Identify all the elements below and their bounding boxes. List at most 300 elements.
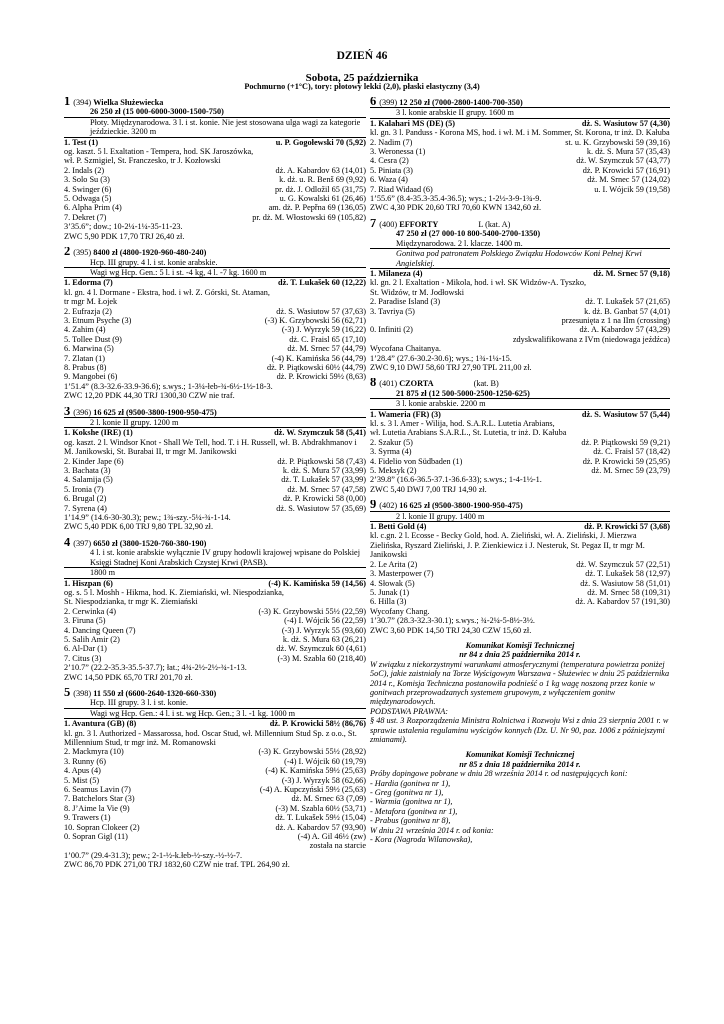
race-block <box>64 97 366 241</box>
jockey-info: dż. W. Szymczuk 57 (22,51) <box>576 559 670 569</box>
race-detail: 2’10.7” (22.2-35.3-35.5-37.7); łat.; 4¾-2½-2½-¾-1-13. <box>64 663 247 673</box>
communique-text: - Hardia (gonitwa nr 1), <box>370 778 451 788</box>
race-heading <box>370 219 670 229</box>
jockey-info: dż. M. Srnec 63 (7,09) <box>291 794 366 804</box>
race-detail: Hcp. III grupy. 3 l. i st. konie. <box>90 698 188 708</box>
horse-name: 3. Masterpower (7) <box>370 569 434 579</box>
horse-name: 8. Prabus (8) <box>64 362 107 372</box>
race-id: (395) <box>73 248 92 258</box>
communique-text: - Kora (Nagroda Wilanowska), <box>370 835 473 845</box>
jockey-info: dż. T. Lukašek 57 (33,99) <box>281 475 366 485</box>
jockey-info: dż. S. Wasiutow 58 (51,01) <box>580 578 670 588</box>
jockey-info: (-3) K. Grzybowski 55½ (22,59) <box>258 606 366 616</box>
race-detail: kl. gn. 3 l. Authorized - Massarossa, hod. Oscar Stud, wł. Millennium Stud Sp. z o.o., St. Millennium Stud, tr mgr inż. M. Romanowski <box>64 728 357 747</box>
jockey-info: k. dż. B. Ganbat 57 (4,01) <box>584 306 670 316</box>
race-detail: 4 l. i st. konie arabskie wyłącznie IV grupy hodowli krajowej wpisane do Polskiej Księgi Stadnej Koni Arabskich Czystej Krwi (PASB). <box>90 548 360 567</box>
race-number: 8 <box>370 378 377 389</box>
result-row <box>64 325 366 334</box>
result-row <box>64 607 366 616</box>
jockey-info: dż. P. Piątkowski 58 (7,43) <box>277 456 366 466</box>
horse-name: 2. Szakur (5) <box>370 437 413 447</box>
result-row <box>370 410 670 419</box>
race-number: 4 <box>64 537 71 549</box>
race-detail: kl. gn. 4 l. Dormane - Ekstra, hod. i wł. Z. Górski, St. Ataman, <box>64 287 270 297</box>
result-row <box>370 307 670 316</box>
result-row <box>64 776 366 785</box>
communique-number: nr 84 z dnia 25 października 2014 r. <box>459 650 581 660</box>
jockey-info: dż. C. Fraisl 65 (17,10) <box>289 334 366 344</box>
race-detail: ZWC 5,90 PDK 17,70 TRJ 26,40 zł. <box>64 231 185 241</box>
result-row <box>64 644 366 653</box>
race-detail: 1800 m <box>64 567 366 578</box>
race-detail: Gonitwa pod patronatem Polskiego Związku Hodowców Koni Pełnej Krwi Angielskiej. <box>370 248 670 269</box>
result-row <box>64 372 366 381</box>
horse-name: 1. Betti Gold (4) <box>370 522 427 532</box>
result-row <box>64 504 366 513</box>
race-name: 12 250 zł (7000-2800-1400-700-350) <box>399 98 523 107</box>
result-row <box>64 344 366 353</box>
communique-text: - Greg (gonitwa nr 1), <box>370 788 444 798</box>
jockey-info: dż. M. Srnec 58 (109,31) <box>587 587 670 597</box>
jockey-info: dż. P. Piątkowski 59 (9,21) <box>581 437 670 447</box>
race-detail: Wycofany Chang. <box>370 606 430 616</box>
result-row <box>370 185 670 194</box>
jockey-info: st. u. K. Grzybowski 59 (39,16) <box>565 137 670 147</box>
horse-name: 7. Syrena (4) <box>64 503 107 513</box>
race-detail: 2’39.8” (16.6-36.5-37.1-36.6-33); s.wys.; 1-4-1½-1. <box>370 475 542 485</box>
result-row <box>370 579 670 588</box>
race-name: CZORTA <box>399 379 434 389</box>
jockey-info: zdyskwalifikowana z IVm (niedowaga jeźdźca) <box>512 334 670 344</box>
race-block <box>370 219 670 373</box>
horse-name: 7. Citus (3) <box>64 653 102 663</box>
result-row <box>64 203 366 212</box>
horse-name: 1. Avantura (GB) (8) <box>64 719 137 729</box>
race-detail: Wagi wg Hcp. Gen.: 5 l. i st. -4 kg, 4 l. -7 kg. 1600 m <box>64 267 366 278</box>
horse-name: 5. Junak (1) <box>370 587 410 597</box>
result-row <box>370 466 670 475</box>
race-detail: ZWC 9,10 DWJ 58,60 TRJ 27,90 TPL 211,00 zł. <box>370 362 532 372</box>
communique-number: nr 85 z dnia 18 października 2014 r. <box>459 759 581 769</box>
race-name: 11 550 zł (6600-2640-1320-660-330) <box>93 688 217 698</box>
result-row <box>370 569 670 578</box>
communique-text: W dniu 21 września 2014 r. od konia: <box>370 825 494 835</box>
race-number: 1 <box>64 97 71 108</box>
horse-name: 1. Hiszpan (6) <box>64 578 113 588</box>
jockey-info: u. G. Kowalski 61 (26,46) <box>279 194 366 204</box>
result-row <box>64 654 366 663</box>
horse-name: 5. Salih Amir (2) <box>64 634 120 644</box>
jockey-info: dż. T. Lukašek 60 (12,22) <box>278 278 366 288</box>
race-detail: Płoty. Międzynarodowa. 3 l. i st. konie. Nie jest stosowana ulga wagi za kategorie jeździeckie. 3200 m <box>64 117 366 138</box>
race-detail: og. kaszt. 2 l. Windsor Knot - Shall We Tell, hod. T. i H. Russell, wł. B. Abdrakhmanov i M. Janikowski, St. Burabai II, tr mgr M. Janikowski <box>64 437 357 457</box>
result-row <box>370 457 670 466</box>
jockey-info: dż. M. Srnec 57 (9,18) <box>593 268 670 278</box>
day-heading: DZIEŃ 46 <box>336 50 388 62</box>
result-row <box>64 485 366 494</box>
race-block <box>370 97 670 213</box>
jockey-info: dż. W. Szymczuk 58 (5,41) <box>274 428 366 438</box>
result-row <box>64 354 366 363</box>
jockey-info: dż. P. Krowicki 58½ (86,76) <box>269 719 366 729</box>
jockey-info: dż. A. Kabardov 57 (93,90) <box>275 822 366 832</box>
communique-text: Próby dopingowe pobrane w dniu 28 września 2014 r. od następujących koni: <box>370 769 628 779</box>
result-row <box>370 156 670 165</box>
race-number: 6 <box>370 97 377 108</box>
race-detail: og. s. 5 l. Moshh - Hikma, hod. K. Ziemiański, wł. Niespodzianka, <box>64 587 284 597</box>
race-id: (400) <box>379 219 398 229</box>
race-id: (398) <box>73 688 92 698</box>
race-number: 3 <box>64 406 71 417</box>
race-detail: 26 250 zł (15 000-6000-3000-1500-750) <box>90 107 224 117</box>
horse-name: 3. Solo Su (3) <box>64 175 110 185</box>
result-row <box>370 438 670 447</box>
result-row <box>64 194 366 203</box>
jockey-info: (-3) M. Szabla 60½ (53,71) <box>275 803 366 813</box>
result-row <box>64 175 366 184</box>
result-row <box>64 316 366 325</box>
race-heading <box>64 688 366 698</box>
race-detail: kl. gn. 3 l. Panduss - Korona MS, hod. i wł. M. i M. Sommer, St. Korona, tr inż. D. Kałuba <box>370 128 670 138</box>
result-row <box>64 166 366 175</box>
race-heading <box>370 378 670 388</box>
horse-name: 2. Eufrazja (2) <box>64 306 112 316</box>
communique-title: Komunikat Komisji Technicznej <box>465 640 575 650</box>
jockey-info: dż. S. Wasiutow 57 (4,30) <box>581 118 670 128</box>
race-detail: kl. s. 3 l. Amer - Wilija, hod. S.A.R.L. Lutetia Arabians, <box>370 419 555 428</box>
race-id: (394) <box>73 98 92 107</box>
horse-name: 1. Test (1) <box>64 137 99 147</box>
jockey-info: (-4) A. Gil 46½ (zw) <box>297 832 366 842</box>
horse-name: 2. Kinder Jape (6) <box>64 456 124 466</box>
result-row <box>64 494 366 503</box>
race-number: 7 <box>370 218 377 230</box>
horse-name: 2. Nadim (7) <box>370 137 413 147</box>
result-row <box>64 213 366 222</box>
jockey-info: dż. P. Krowicki 57 (3,68) <box>584 522 670 532</box>
jockey-info: została na starcie <box>309 841 366 851</box>
horse-name: 1. Wameria (FR) (3) <box>370 409 441 419</box>
horse-name: 1. Milaneza (4) <box>370 268 423 278</box>
horse-name: 1. Kokshe (IRE) (1) <box>64 428 133 438</box>
race-detail: Hcp. III grupy. 4 l. i st. konie arabskie. <box>90 257 218 267</box>
race-heading <box>370 500 670 510</box>
horse-name: 2. Paradise Island (3) <box>370 297 441 307</box>
race-name: 16 625 zł (9500-3800-1900-950-475) <box>93 407 217 417</box>
jockey-info: k. dż. u. R. Benš 69 (9,92) <box>279 175 366 185</box>
result-row <box>64 841 366 850</box>
jockey-info: (-3) M. Szabla 60 (218,40) <box>277 653 366 663</box>
race-block <box>64 407 366 532</box>
race-detail: 1’14.9” (14.6-30-30.3); pew.; 1¾-szy.-5¼-¾-1-14. <box>64 513 231 523</box>
communique-text: - Metafora (gonitwa nr 1), <box>370 806 458 816</box>
result-row <box>64 747 366 756</box>
jockey-info: dż. S. Wasiutow 57 (37,63) <box>276 306 366 316</box>
communique-text: - Prabus (gonitwa nr 8), <box>370 816 451 826</box>
race-id: (396) <box>73 407 92 417</box>
result-row <box>64 466 366 475</box>
horse-name: 6. Al-Dar (1) <box>64 644 107 654</box>
horse-name: 3. Runny (6) <box>64 756 106 766</box>
jockey-info: dż. W. Szymczuk 57 (43,77) <box>576 156 670 166</box>
race-detail: ZWC 12,20 PDK 44,30 TRJ 1300,30 CZW nie traf. <box>64 391 235 401</box>
jockey-info: dż. P. Krowicki 57 (16,91) <box>582 165 670 175</box>
race-name: 8400 zł (4800-1920-960-480-240) <box>93 248 207 258</box>
jockey-info: k. dż. S. Mura 63 (26,21) <box>282 634 366 644</box>
left-column <box>64 97 366 876</box>
horse-name: 10. Sopran Clokeer (2) <box>64 822 140 832</box>
result-row <box>370 597 670 606</box>
horse-name: 7. Batchelors Star (3) <box>64 794 135 804</box>
result-row <box>64 475 366 484</box>
jockey-info: dż. S. Wasiutow 57 (35,69) <box>276 503 366 513</box>
result-row <box>370 119 670 128</box>
race-detail: kl. gn. 2 l. Exaltation - Mikola, hod. i wł. SK Widzów-A. Tyszko, <box>370 278 587 288</box>
horse-name: 2. Le Arita (2) <box>370 559 418 569</box>
result-row <box>64 278 366 287</box>
jockey-info: (-3) J. Wyrzyk 58 (62,66) <box>281 775 366 785</box>
jockey-info: u. I. Wójcik 59 (19,58) <box>594 184 670 194</box>
horse-name: 7. Zlatan (1) <box>64 353 106 363</box>
result-row <box>370 269 670 278</box>
race-detail: ZWC 14,50 PDK 65,70 TRJ 201,70 zł. <box>64 672 193 682</box>
horse-name: 3. Firuna (5) <box>64 616 106 626</box>
horse-name: 3. Tavriya (5) <box>370 306 415 316</box>
race-detail: 1’28.4” (27.6-30.2-30.6); wys.; 1¾-1¼-15. <box>370 353 512 363</box>
race-id: (399) <box>379 98 398 107</box>
jockey-info: (-3) J. Wyrzyk 59 (16,22) <box>281 325 366 335</box>
horse-name: 6. Marwina (5) <box>64 344 114 354</box>
race-block <box>370 378 670 494</box>
race-detail: 21 875 zł (12 500-5000-2500-1250-625) <box>396 388 530 398</box>
communique-text: W związku z niekorzystnymi warunkami atmosferycznymi (temperatura powietrza poniżej 5oC), jakie zaistniały na Torze Wyścigowym Warszawa - Służewiec w dniu 25 października 2014 r., Komisja Techniczna postanowiła podnieść o 1 kg wagę noszoną przez konie w gonitwach przeprowadzanych systemem grupowym, z wyłączeniem gonitw międzynarodowych. <box>370 659 670 707</box>
race-detail: Wycofana Chaitanya. <box>370 344 441 354</box>
race-detail: 1’55.6” (8.4-35.3-35.4-36.5); wys.; 1-2½-3-9-1¾-9. <box>370 194 542 204</box>
result-row <box>64 616 366 625</box>
race-detail: 1’30.7” (28.3-32.3-30.1); s.wys.; ¾-2¼-5-8½-3½. <box>370 616 535 626</box>
horse-name: 6. Alpha Prim (4) <box>64 203 122 213</box>
horse-name: 4. Fidelio von Südbaden (1) <box>370 456 463 466</box>
horse-name: 4. Swinger (6) <box>64 184 112 194</box>
horse-name: 5. Piniata (3) <box>370 165 413 175</box>
jockey-info: przesunięta z 1 na IIm (crossing) <box>561 315 670 325</box>
race-detail: 1’00.7” (29.4-31.3); pew.; 2-1-½-k.łeb-½-szy.-½-½-7. <box>64 850 243 860</box>
result-row <box>64 457 366 466</box>
right-column <box>370 97 670 844</box>
result-row <box>64 363 366 372</box>
horse-name: 8. J’Aime la Vie (9) <box>64 803 130 813</box>
jockey-info: dż. A. Kabardov 57 (43,29) <box>579 325 670 335</box>
communique <box>370 641 670 744</box>
jockey-info: dż. C. Fraisl 57 (18,42) <box>593 447 670 457</box>
jockey-info: dż. M. Srnec 57 (44,79) <box>287 344 366 354</box>
jockey-info: (-3) J. Wyrzyk 55 (93,60) <box>281 625 366 635</box>
jockey-info: dż. P. Krowicki 59½ (8,63) <box>276 372 366 382</box>
jockey-info: dż. W. Szymczuk 60 (4,61) <box>276 644 366 654</box>
result-row <box>370 297 670 306</box>
result-row <box>370 335 670 344</box>
horse-name: 1. Kalahari MS (DE) (5) <box>370 118 456 128</box>
race-number: 2 <box>64 247 71 258</box>
horse-name: 3. Bachata (3) <box>64 466 111 476</box>
race-name: 16 625 zł (9500-3800-1900-950-475) <box>399 501 523 511</box>
race-category: (kat. B) <box>473 379 499 389</box>
horse-name: 7. Riad Widaad (6) <box>370 184 433 194</box>
track-conditions: Pochmurno (+1°C), tory: płotowy lekki (2,0), płaski elastyczny (3,4) <box>244 82 480 91</box>
jockey-info: dż. M. Srnec 57 (47,58) <box>287 484 366 494</box>
result-row <box>64 138 366 147</box>
race-heading <box>64 407 366 417</box>
horse-name: 7. Dekret (7) <box>64 212 107 222</box>
jockey-info: u. P. Gogołewski 70 (5,92) <box>275 137 366 147</box>
race-detail: og. kaszt. 5 l. Exaltation - Tempera, hod. SK Jaroszówka, <box>64 147 254 157</box>
result-row <box>64 579 366 588</box>
horse-name: 4. Cesra (2) <box>370 156 409 166</box>
communique <box>370 750 670 844</box>
jockey-info: dż. P. Piątkowski 60½ (44,79) <box>267 362 366 372</box>
jockey-info: (-4) A. Kupczyński 59½ (25,63) <box>259 785 366 795</box>
horse-name: 1. Edorma (7) <box>64 278 113 288</box>
race-block <box>64 688 366 870</box>
result-row <box>370 325 670 334</box>
race-detail: 1’51.4” (8.3-32.6-33.9-36.6); s.wys.; 1-3¼-łeb-¾-6½-1½-18-3. <box>64 381 273 391</box>
race-detail: ZWC 4,30 PDK 20,60 TRJ 70,60 KWN 1342,60 zł. <box>370 203 542 213</box>
jockey-info: dż. M. Srnec 59 (23,79) <box>591 466 670 476</box>
jockey-info: dż. P. Krowicki 59 (25,95) <box>582 456 670 466</box>
horse-name: 3. Weronessa (1) <box>370 147 426 157</box>
horse-name: 6. Waza (4) <box>370 175 408 185</box>
race-heading <box>64 97 366 107</box>
result-row <box>370 447 670 456</box>
race-number: 9 <box>370 500 377 511</box>
jockey-info: (-4) K. Kamińska 56 (44,79) <box>271 353 366 363</box>
race-name: EFFORTY <box>399 219 439 229</box>
horse-name: 2. Indals (2) <box>64 165 105 175</box>
result-row <box>64 428 366 437</box>
jockey-info: (-4) I. Wójcik 60 (19,79) <box>284 756 366 766</box>
jockey-info: dż. S. Wasiutow 57 (5,44) <box>581 409 670 419</box>
horse-name: 5. Mist (5) <box>64 775 100 785</box>
jockey-info: dż. T. Lukašek 59½ (15,04) <box>275 813 366 823</box>
result-row <box>64 813 366 822</box>
horse-name: 6. Seamus Lavin (7) <box>64 785 131 795</box>
race-detail: ZWC 86,70 PDK 271,00 TRJ 1832,60 CZW nie traf. TPL 264,90 zł. <box>64 860 290 870</box>
jockey-info: dż. T. Lukašek 57 (21,65) <box>585 297 670 307</box>
jockey-info: dż. M. Srnec 57 (124,02) <box>587 175 670 185</box>
race-detail: wł. P. Szmigiel, St. Franczesko, tr J. Kozłowski <box>64 156 221 166</box>
communique-title: Komunikat Komisji Technicznej <box>465 750 575 760</box>
communique-text: - Warmia (gonitwa nr 1), <box>370 797 453 807</box>
result-row <box>370 316 670 325</box>
horse-name: 6. Hilla (3) <box>370 597 407 607</box>
result-row <box>370 166 670 175</box>
horse-name: 4. Zahim (4) <box>64 325 106 335</box>
race-name: 6650 zł (3800-1520-760-380-190) <box>93 538 207 548</box>
horse-name: 4. Salamija (5) <box>64 475 113 485</box>
race-id: (402) <box>379 501 398 511</box>
horse-name: 5. Tollee Dust (9) <box>64 334 122 344</box>
race-detail: kl. c.gn. 2 l. Ecosse - Becky Gold, hod. A. Zieliński, wł. A. Zieliński, J. Mierzwa Zielińska, Ryszard Zieliński, J. P. Zienkiewicz i J. Nesteruk, St. Pegaz II, tr mgr M. Janikowski <box>370 531 645 560</box>
result-row <box>64 719 366 728</box>
jockey-info: pr. dż. M. Włostowski 69 (105,82) <box>252 212 366 222</box>
race-detail: ZWC 5,40 DWJ 7,00 TRJ 14,90 zł. <box>370 484 487 494</box>
jockey-info: dż. A. Kabardov 63 (14,01) <box>275 165 366 175</box>
horse-name: 4. Apus (4) <box>64 766 101 776</box>
result-row <box>370 138 670 147</box>
date-heading: Sobota, 25 października <box>305 72 419 84</box>
jockey-info: k. dż. S. Mura 57 (35,43) <box>586 147 670 157</box>
horse-name: 5. Meksyk (2) <box>370 466 417 476</box>
jockey-info: (-3) K. Grzybowski 56 (62,71) <box>264 315 366 325</box>
horse-name: 2. Mackmyra (10) <box>64 747 124 757</box>
race-id: (401) <box>379 379 398 389</box>
result-row <box>64 307 366 316</box>
result-row <box>370 175 670 184</box>
result-row <box>64 794 366 803</box>
result-row <box>64 185 366 194</box>
race-detail: 2 l. konie II grupy. 1400 m <box>370 511 670 522</box>
horse-name: 4. Słowak (5) <box>370 578 415 588</box>
horse-name: 9. Trawers (1) <box>64 813 111 823</box>
result-row <box>64 804 366 813</box>
result-row <box>64 823 366 832</box>
jockey-info: (-4) I. Wójcik 56 (22,59) <box>284 616 366 626</box>
race-detail: St. Widzów, tr M. Jodłowski <box>370 287 465 297</box>
jockey-info: dż. T. Lukašek 58 (12,97) <box>585 569 670 579</box>
horse-name: 5. Odwaga (5) <box>64 194 112 204</box>
result-row <box>64 626 366 635</box>
race-detail: ZWC 5,40 PDK 6,00 TRJ 9,80 TPL 32,90 zł. <box>64 522 214 532</box>
race-detail: 2 l. konie II grupy. 1200 m <box>64 417 366 428</box>
race-detail: Międzynarodowa. 2 l. klacze. 1400 m. <box>396 238 523 248</box>
communique-text: § 48 ust. 3 Rozporządzenia Ministra Rolnictwa i Rozwoju Wsi z dnia 23 sierpnia 2001 r. w sprawie ustalenia regulaminu wyścigów konnych (Dz. U. Nr 90, poz. 1006 z późniejszymi zmianami). <box>370 716 669 744</box>
race-name: Wielka Służewiecka <box>93 98 164 107</box>
jockey-info: (-3) K. Grzybowski 55½ (28,92) <box>258 747 366 757</box>
race-block <box>370 500 670 635</box>
race-detail: 3’35.6”; dow.; 10-2¼-1¼-35-11-23. <box>64 222 183 232</box>
result-row <box>64 757 366 766</box>
jockey-info: dż. A. Kabardov 57 (191,30) <box>575 597 670 607</box>
horse-name: 2. Cerwinka (4) <box>64 606 117 616</box>
race-detail: 47 250 zł (27 000-10 800-5400-2700-1350) <box>396 229 541 239</box>
horse-name: 9. Mangobei (6) <box>64 372 118 382</box>
result-row <box>64 766 366 775</box>
horse-name: 5. Ironia (7) <box>64 484 104 494</box>
race-detail: wł. Lutetia Arabians S.A.R.L., St. Lutetia, tr inż. D. Kałuba <box>370 428 567 438</box>
communique-text: PODSTAWA PRAWNA: <box>370 706 449 716</box>
jockey-info: (-4) K. Kamińska 59 (14,56) <box>268 578 366 588</box>
race-detail: Wagi wg Hcp. Gen.: 4 l. i st. wg Hcp. Gen.; 3 l. -1 kg. 1000 m <box>64 708 366 719</box>
horse-name: 0. Sopran Gigl (11) <box>64 832 128 842</box>
result-row <box>64 335 366 344</box>
horse-name: 4. Dancing Queen (7) <box>64 625 136 635</box>
result-row <box>64 832 366 841</box>
result-row <box>370 147 670 156</box>
jockey-info: k. dż. S. Mura 57 (33,99) <box>282 466 366 476</box>
race-detail: tr mgr M. Łojek <box>64 297 118 307</box>
result-row <box>64 635 366 644</box>
horse-name: 0. Infiniti (2) <box>370 325 413 335</box>
race-detail: ZWC 3,60 PDK 14,50 TRJ 24,30 CZW 15,60 zł. <box>370 625 532 635</box>
race-heading <box>64 247 366 257</box>
race-category: L (kat. A) <box>478 219 511 229</box>
horse-name: 3. Etnum Psyche (3) <box>64 315 132 325</box>
race-detail: 3 l. konie arabskie. 2200 m <box>370 398 670 409</box>
jockey-info: dż. P. Krowicki 58 (0,00) <box>282 494 366 504</box>
result-row <box>64 785 366 794</box>
race-block <box>64 538 366 682</box>
jockey-info: pr. dż. J. Odložil 65 (31,75) <box>275 184 366 194</box>
